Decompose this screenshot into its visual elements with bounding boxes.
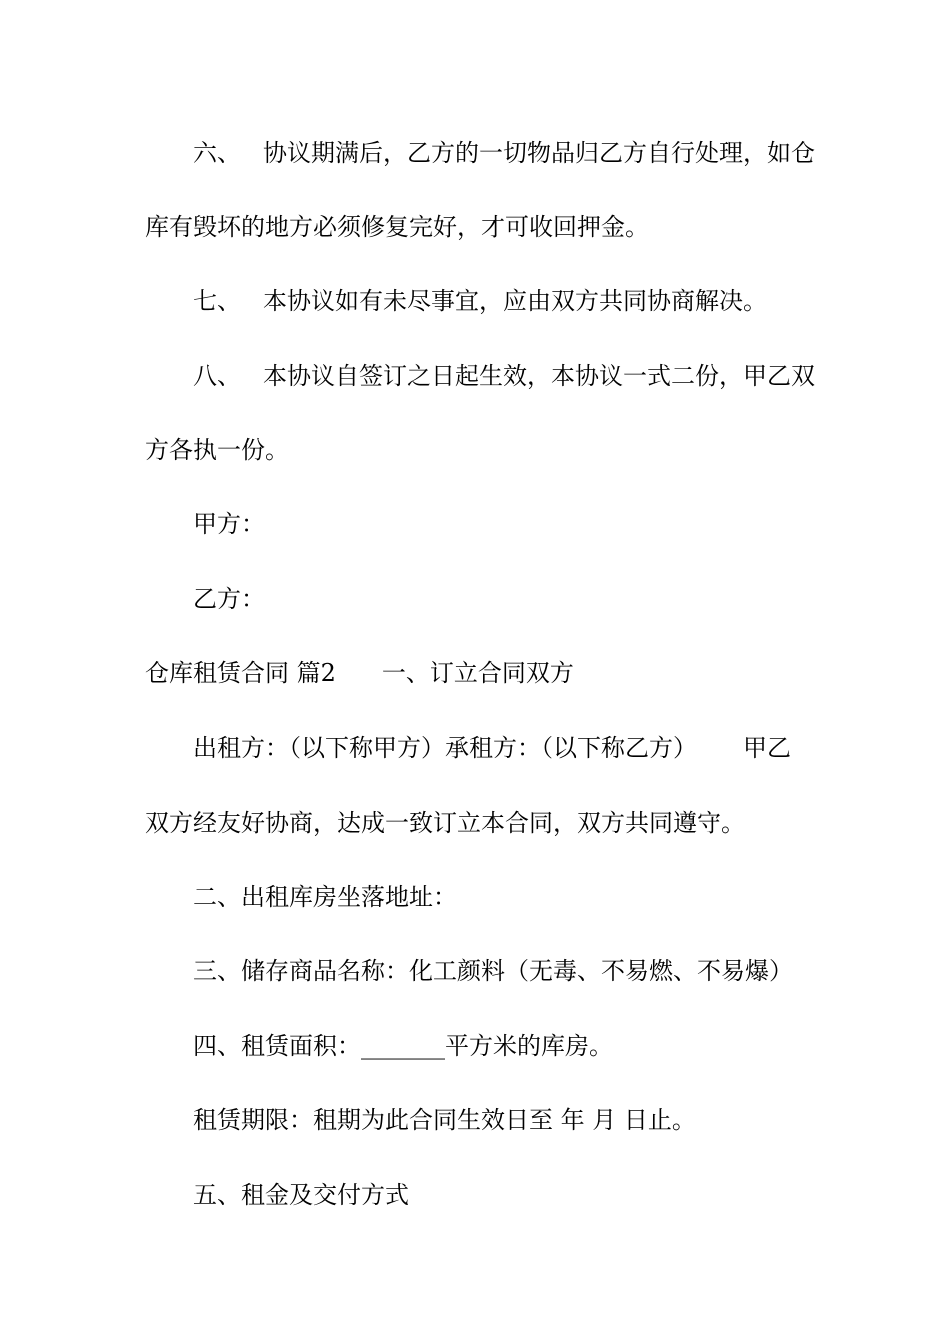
contract-heading-line [145, 658, 810, 688]
section-2-address: 二、出租库房坐落地址： [193, 883, 457, 911]
section-4-area: 四、租赁面积：_______平方米的库房。 [193, 1032, 613, 1060]
clause-8-line-2: 方各执一份。 [145, 436, 289, 464]
parties-line-1 [193, 733, 810, 763]
parties-definition: 出租方：（以下称甲方）承租方：（以下称乙方） [193, 734, 697, 762]
clause-7-number: 七、 [193, 287, 241, 315]
party-b-signature-line: 乙方： [193, 585, 265, 613]
clause-6-number: 六、 [193, 139, 241, 167]
section-1-heading: 一、订立合同双方 [381, 659, 574, 687]
parties-line-2: 双方经友好协商，达成一致订立本合同，双方共同遵守。 [145, 809, 745, 837]
clause-6-text: 协议期满后，乙方的一切物品归乙方自行处理，如仓 [263, 139, 815, 167]
clause-7-line [193, 286, 810, 316]
clause-8-line-1 [193, 361, 815, 391]
lease-term-line: 租赁期限：租期为此合同生效日至 年 月 日止。 [193, 1106, 696, 1134]
section-5-heading: 五、租金及交付方式 [193, 1181, 409, 1209]
party-a-signature-line: 甲方： [193, 510, 265, 538]
contract-title: 仓库租赁合同 篇2 [145, 659, 336, 687]
section-3-goods: 三、储存商品名称：化工颜料（无毒、不易燃、不易爆） [193, 957, 793, 985]
clause-8-number: 八、 [193, 362, 241, 390]
clause-6-line-2: 库有毁坏的地方必须修复完好，才可收回押金。 [145, 213, 649, 241]
clause-7-text: 本协议如有未尽事宜，应由双方共同协商解决。 [263, 287, 767, 315]
clause-6-line-1 [193, 138, 815, 168]
parties-continuation: 甲乙 [743, 734, 791, 762]
clause-8-text: 本协议自签订之日起生效，本协议一式二份，甲乙双 [263, 362, 815, 390]
